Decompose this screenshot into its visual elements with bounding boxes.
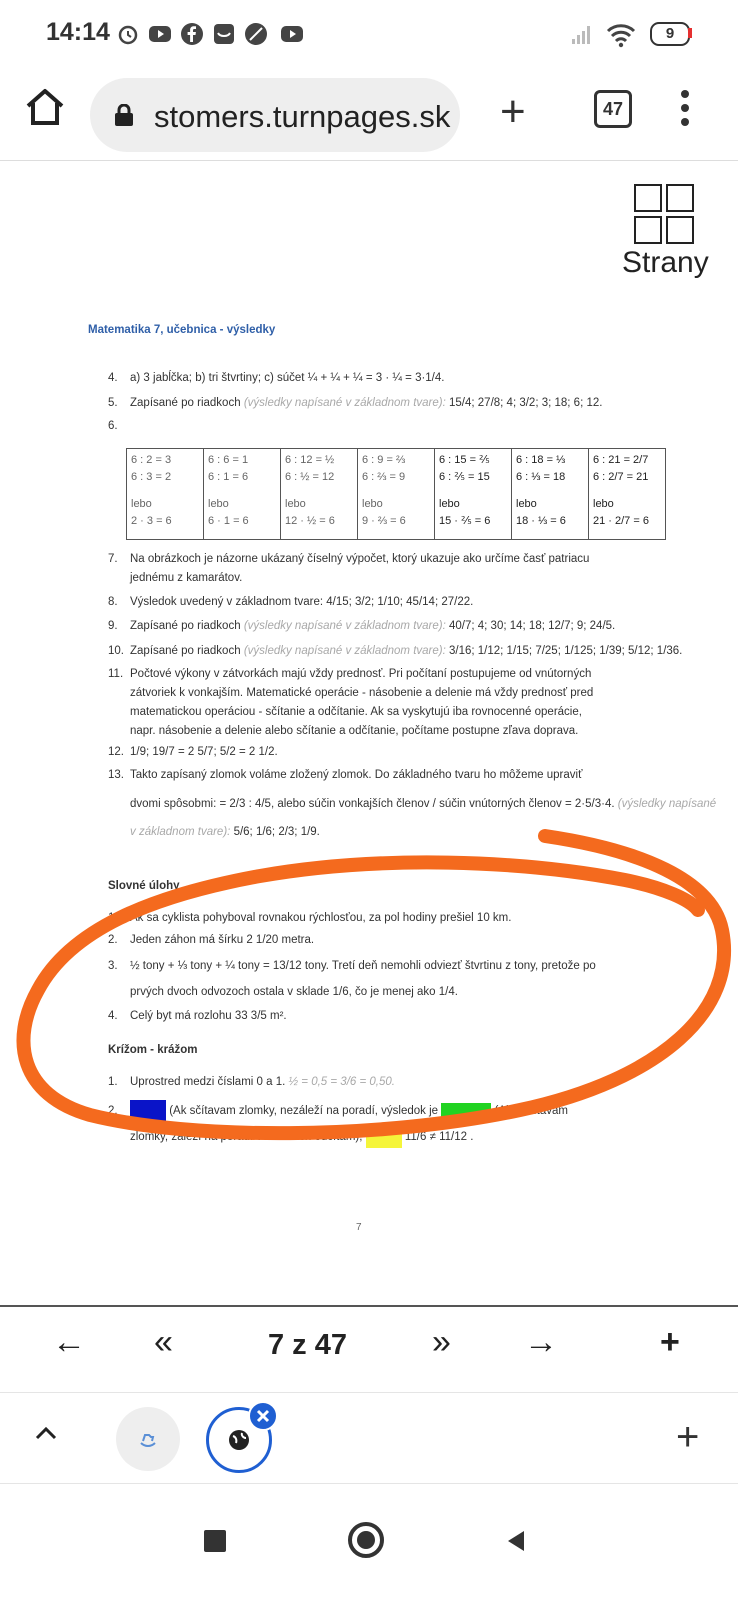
tab-switcher-button[interactable]	[594, 90, 632, 128]
new-tab-button[interactable]: +	[500, 87, 526, 136]
page-indicator: 7 z 47	[268, 1329, 347, 1361]
table-cell-line: 6 : ⅓ = 18	[516, 471, 566, 483]
table-cell-line: lebo	[439, 498, 460, 510]
word-problem-3b: prvých dvoch odvozoch ostala v sklade 1/6, čo je menej ako 1/4.	[130, 986, 458, 998]
pages-label: Strany	[622, 246, 709, 279]
table-cell-line: lebo	[362, 498, 383, 510]
answer-9: 9. Zapísané po riadkoch (výsledky napísané v základnom tvare): 40/7; 4; 30; 14; 18; 12/7; 9; 24/5.	[108, 620, 616, 632]
menu-icon[interactable]	[681, 90, 689, 132]
table-cell-line: 6 : 15 = ⅖	[439, 454, 490, 466]
alarm-icon	[116, 22, 140, 46]
rocking-horse-icon	[136, 1427, 160, 1451]
next-page-button[interactable]: →	[524, 1323, 558, 1361]
chevron-up-icon[interactable]	[34, 1421, 58, 1445]
answer-11d: napr. násobenie a delenie alebo sčítanie a odčítanie, počítame postupne zľava doprava.	[130, 725, 579, 737]
cross-1: 1. Uprostred medzi číslami 0 a 1. ½ = 0,5 = 3/6 = 0,50.	[108, 1076, 395, 1088]
table-cell-line: 6 : ⅖ = 15	[439, 471, 490, 483]
app-icon	[244, 22, 268, 46]
table-cell-line: 6 : 2 = 3	[131, 454, 172, 466]
table-cell-line: 18 · ⅓ = 6	[516, 515, 566, 527]
zoom-in-button[interactable]: +	[660, 1323, 680, 1361]
table-cell-line: lebo	[285, 498, 306, 510]
system-nav-bar	[0, 1484, 738, 1600]
answer-10: 10. Zapísané po riadkoch (výsledky napísané v základnom tvare): 3/16; 1/12; 1/15; 7/25; 1/125; 1/39; 5/12; 1/36.	[108, 645, 683, 657]
tab-count: 47	[602, 99, 624, 119]
answer-6: 6.	[108, 420, 118, 432]
table-cell-line: 6 : 3 = 2	[131, 471, 172, 483]
division-table	[126, 448, 666, 540]
signal-icon	[570, 22, 594, 46]
table-cell-line: lebo	[208, 498, 229, 510]
youtube-icon	[148, 22, 172, 46]
grid-icon	[634, 184, 694, 244]
slovne-heading: Slovné úlohy	[108, 880, 180, 892]
answer-7b: jednému z kamarátov.	[130, 572, 243, 584]
answer-11a: 11. Počtové výkony v zátvorkách majú vždy prednosť. Pri počítaní postupujeme od vnútorných	[108, 668, 592, 680]
home-nav-icon[interactable]	[348, 1522, 384, 1558]
word-problem-4: 4. Celý byt má rozlohu 33 3/5 m².	[108, 1010, 287, 1022]
table-cell-line: 6 : ⅔ = 9	[362, 471, 406, 483]
answer-5: 5. Zapísané po riadkoch (výsledky napísané v základnom tvare): 15/4; 27/8; 4; 3/2; 3; 18; 6; 12.	[108, 397, 603, 409]
home-icon[interactable]	[22, 84, 68, 130]
answer-11b: zátvoriek k vonkajším. Matematické operácie - násobenie a delenie má vždy prednosť pred	[130, 687, 594, 699]
table-cell	[358, 449, 435, 540]
table-cell	[281, 449, 358, 540]
answer-8: 8. Výsledok uvedený v základnom tvare: 4/15; 3/2; 1/10; 45/14; 27/22.	[108, 596, 474, 608]
table-cell-line: 6 : 2/7 = 21	[593, 471, 649, 483]
cross-2a: 2. (Ak sčítavam zlomky, nezáleží na poradí, výsledok je (Ak odčítavam	[108, 1100, 568, 1122]
table-cell-line: lebo	[516, 498, 537, 510]
table-cell-line: 6 : ½ = 12	[285, 471, 335, 483]
last-page-button[interactable]: »	[432, 1323, 451, 1361]
table-cell	[512, 449, 589, 540]
table-cell	[435, 449, 512, 540]
back-icon[interactable]	[504, 1528, 528, 1554]
browser-toolbar	[0, 68, 738, 161]
table-cell-line: lebo	[593, 498, 614, 510]
battery-tip	[688, 28, 692, 38]
word-problem-3a: 3. ½ tony + ⅓ tony + ¼ tony = 13/12 tony. Tretí deň nemohli odviezť štvrtinu z tony, pretože po	[108, 960, 596, 972]
table-cell-line: 12 · ½ = 6	[285, 515, 335, 527]
krizom-heading: Krížom - krážom	[108, 1044, 198, 1056]
table-cell-line: 6 : 1 = 6	[208, 471, 249, 483]
answer-13c: v základnom tvare): 5/6; 1/6; 2/3; 1/9.	[130, 826, 320, 838]
lock-icon	[114, 104, 134, 126]
cross-2b: zlomky, záleží na poradí v akom ich odčítam); 11/6 ≠ 11/12 .	[130, 1126, 473, 1148]
green-highlight	[441, 1103, 491, 1119]
globe-icon	[227, 1428, 251, 1452]
word-problem-2: 2. Jeden záhon má šírku 2 1/20 metra.	[108, 934, 315, 946]
yellow-highlight	[366, 1126, 402, 1148]
add-tab-button[interactable]: +	[676, 1415, 700, 1459]
document-title: Matematika 7, učebnica - výsledky	[88, 324, 276, 336]
table-cell-line: 6 : 18 = ⅓	[516, 454, 566, 466]
youtube-icon-2	[280, 22, 304, 46]
table-cell-line: 6 : 9 = ⅔	[362, 454, 406, 466]
page-navigator	[0, 1305, 738, 1391]
status-time: 14:14	[46, 18, 110, 46]
table-cell	[589, 449, 666, 540]
table-cell-line: 6 · 1 = 6	[208, 515, 249, 527]
status-bar	[0, 0, 738, 68]
blue-highlight	[130, 1100, 166, 1122]
table-cell-line: 6 : 6 = 1	[208, 454, 249, 466]
answer-7a: 7. Na obrázkoch je názorne ukázaný číselný výpočet, ktorý ukazuje ako určíme časť patriacu	[108, 553, 590, 565]
table-cell-line: 6 : 21 = 2/7	[593, 454, 649, 466]
table-cell-line: 9 · ⅔ = 6	[362, 515, 406, 527]
table-cell-line: 15 · ⅖ = 6	[439, 515, 491, 527]
answer-11c: matematickou operáciou - sčítanie a odčítanie. Ak sa vyskytujú iba rovnocenné operácie,	[130, 706, 582, 718]
answer-13a: 13. Takto zapísaný zlomok voláme zložený zlomok. Do základného tvaru ho môžeme upraviť	[108, 769, 583, 781]
first-page-button[interactable]: «	[154, 1323, 173, 1361]
answer-12: 12. 1/9; 19/7 = 2 5/7; 5/2 = 2 1/2.	[108, 746, 278, 758]
pages-button[interactable]	[622, 184, 722, 280]
table-cell-line: lebo	[131, 498, 152, 510]
tab-thumbnail-1[interactable]	[116, 1407, 180, 1471]
page-number: 7	[356, 1222, 362, 1233]
word-problem-1: 1. Ak sa cyklista pohyboval rovnakou rýchlosťou, za pol hodiny prešiel 10 km.	[108, 912, 512, 924]
battery-icon	[650, 22, 690, 46]
table-cell	[204, 449, 281, 540]
url-text[interactable]: stomers.turnpages.sk	[154, 99, 451, 134]
close-tab-icon[interactable]	[248, 1401, 278, 1431]
recents-icon[interactable]	[204, 1530, 226, 1552]
answer-4: 4. a) 3 jabĺčka; b) tri štvrtiny; c) súčet ¼ + ¼ + ¼ = 3 · ¼ = 3·1/4.	[108, 372, 445, 384]
inbox-icon	[212, 22, 236, 46]
answer-13b: dvomi spôsobmi: = 2/3 : 4/5, alebo súčin vonkajších členov / súčin vnútorných členov = 2·5/3·4. (výsledky napísané	[130, 798, 717, 810]
tab-strip	[0, 1392, 738, 1484]
table-cell	[127, 449, 204, 540]
facebook-icon	[180, 22, 204, 46]
table-cell-line: 6 : 12 = ½	[285, 454, 335, 466]
table-cell-line: 21 · 2/7 = 6	[593, 515, 649, 527]
table-cell-line: 2 · 3 = 6	[131, 515, 172, 527]
url-bar[interactable]	[90, 78, 460, 152]
wifi-icon	[606, 22, 636, 48]
battery-level: 9	[665, 25, 675, 42]
prev-page-button[interactable]: ←	[52, 1323, 86, 1361]
